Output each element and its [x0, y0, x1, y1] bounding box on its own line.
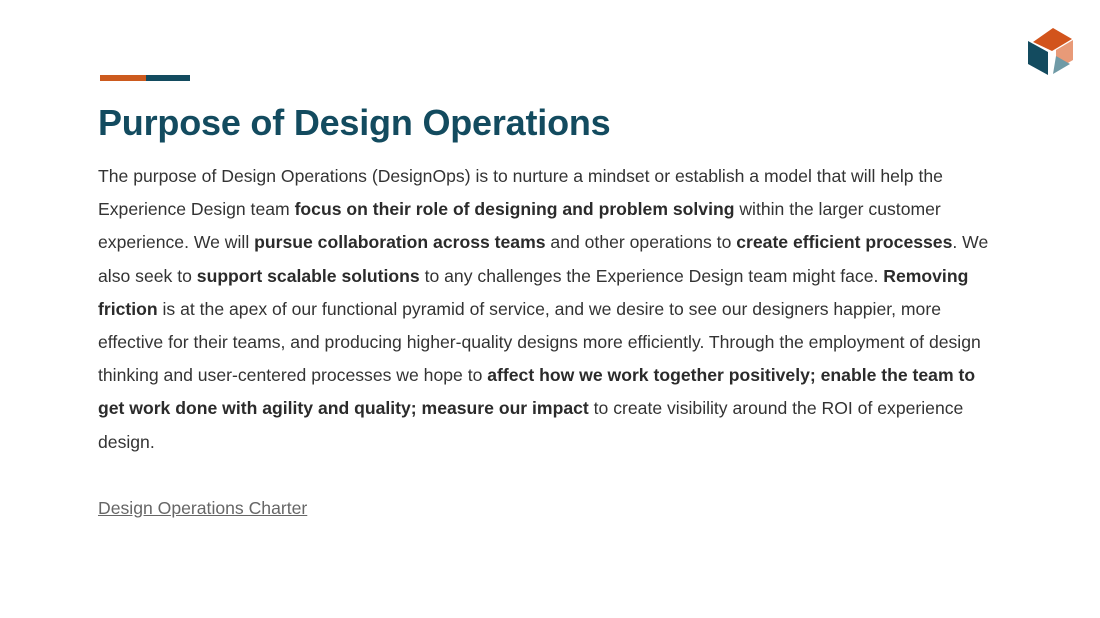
emphasis-text: focus on their role of designing and problem solving — [294, 199, 735, 220]
title-accent-bar — [100, 75, 190, 81]
emphasis-text: create efficient processes — [736, 232, 953, 253]
body-text-run: The purpose of Design Operations (DesignOps) is to nurture a mindset or establish a model that will help the Experience Design team — [98, 166, 943, 220]
body-text-run: to create visibility around the ROI of experience design. — [98, 398, 964, 452]
emphasis-text: Removing friction — [98, 265, 969, 319]
design-operations-charter-link[interactable]: Design Operations Charter — [98, 498, 308, 518]
body-text-run: and other operations to — [545, 232, 737, 253]
page-title: Purpose of Design Operations — [98, 102, 611, 143]
emphasis-text: pursue collaboration across teams — [254, 232, 546, 253]
body-text-run: within the larger customer experience. We will — [98, 199, 941, 253]
emphasis-text: support scalable solutions — [196, 265, 420, 286]
body-text-run: . We also seek to — [98, 232, 989, 286]
body-text-run: is at the apex of our functional pyramid of service, and we desire to see our designers happier, more effective for their teams, and producing higher-quality designs more efficiently. Through the employment of design thinking and user-centered processes we hope to — [98, 298, 981, 386]
body-text-run: to any challenges the Experience Design team might face. — [419, 265, 884, 286]
cube-logo-icon — [1022, 24, 1078, 80]
emphasis-text: affect how we work together positively; enable the team to get work done with agility and quality; measure our impact — [98, 365, 976, 419]
accent-bar-orange-segment — [100, 75, 146, 81]
accent-bar-teal-segment — [146, 75, 190, 81]
purpose-paragraph — [98, 160, 998, 459]
